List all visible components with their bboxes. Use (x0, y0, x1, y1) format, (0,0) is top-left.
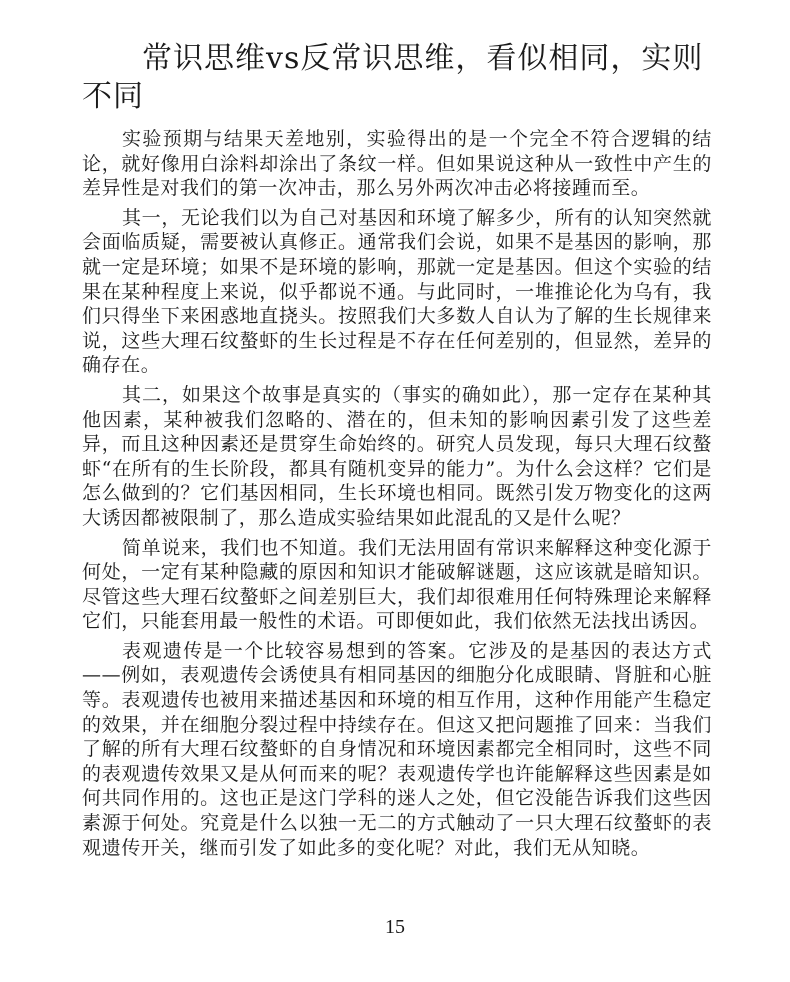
body-text (82, 127, 712, 865)
paragraph-5: 表观遗传是一个比较容易想到的答案。它涉及的是基因的表达方式——例如，表观遗传会诱使具有相同基因的细胞分化成眼睛、肾脏和心脏等。表观遗传也被用来描述基因和环境的相互作用，这种作用能产生稳定的效果，并在细胞分裂过程中持续存在。但这又把问题推了回来：当我们了解的所有大理石纹螯虾的自身情况和环境因素都完全相同时，这些不同的表观遗传效果又是从何而来的呢？表观遗传学也许能解释这些因素是如何共同作用的。这也正是这门学科的迷人之处，但它没能告诉我们这些因素源于何处。究竟是什么以独一无二的方式触动了一只大理石纹螯虾的表观遗传开关，继而引发了如此多的变化呢？对此，我们无从知晓。 (82, 639, 712, 859)
paragraph-4: 简单说来，我们也不知道。我们无法用固有常识来解释这种变化源于何处，一定有某种隐藏的原因和知识才能破解谜题，这应该就是暗知识。尽管这些大理石纹螯虾之间差别巨大，我们却很难用任何特殊理论来解释它们，只能套用最一般性的术语。可即便如此，我们依然无法找出诱因。 (82, 536, 712, 633)
page-number: 15 (385, 916, 405, 938)
page-title: 常识思维vs反常识思维，看似相同，实则不同 (82, 41, 704, 114)
paragraph-2: 其一，无论我们以为自己对基因和环境了解多少，所有的认知突然就会面临质疑，需要被认真修正。通常我们会说，如果不是基因的影响，那就一定是环境；如果不是环境的影响，那就一定是基因。但这个实验的结果在某种程度上来说，似乎都说不通。与此同时，一堆推论化为乌有，我们只得坐下来困惑地直挠头。按照我们大多数人自认为了解的生长规律来说，这些大理石纹螯虾的生长过程是不存在任何差别的，但显然，差异的确存在。 (82, 206, 712, 377)
paragraph-1: 实验预期与结果天差地别，实验得出的是一个完全不符合逻辑的结论，就好像用白涂料却涂出了条纹一样。但如果说这种从一致性中产生的差异性是对我们的第一次冲击，那么另外两次冲击必将接踵而至。 (82, 128, 712, 200)
paragraph-3: 其二，如果这个故事是真实的（事实的确如此），那一定存在某种其他因素，某种被我们忽略的、潜在的，但未知的影响因素引发了这些差异，而且这种因素还是贯穿生命始终的。研究人员发现，每只大理石纹螯虾“在所有的生长阶段，都具有随机变异的能力”。为什么会这样？它们是怎么做到的？它们基因相同，生长环境也相同。既然引发万物变化的这两大诱因都被限制了，那么造成实验结果如此混乱的又是什么呢？ (82, 383, 712, 529)
